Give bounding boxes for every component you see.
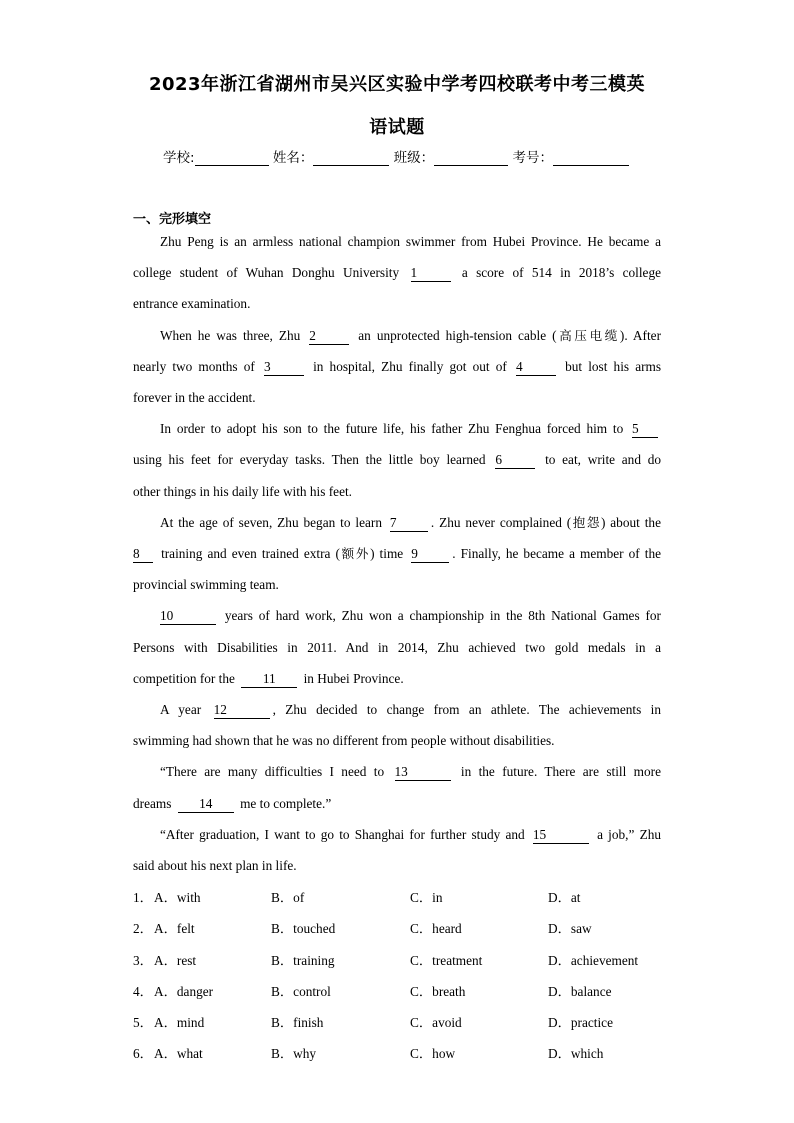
passage-line: college student of Wuhan Donghu University 1 a score of 514 in 2018’s college bbox=[133, 265, 662, 280]
option-b[interactable]: B．control bbox=[271, 984, 331, 999]
question-number: 4． bbox=[133, 984, 153, 999]
blank-14[interactable]: 14 bbox=[178, 796, 234, 813]
option-a[interactable]: A．felt bbox=[154, 921, 195, 936]
passage-line: A year 12 , Zhu decided to change from an athlete. The achievements in bbox=[160, 702, 661, 717]
blank-12[interactable]: 12 bbox=[214, 702, 270, 719]
passage-line: Zhu Peng is an armless national champion swimmer from Hubei Province. He became a bbox=[160, 234, 661, 249]
student-info-row bbox=[163, 146, 629, 166]
option-b[interactable]: B．of bbox=[271, 890, 305, 905]
blank-9[interactable]: 9 bbox=[411, 546, 449, 563]
passage-line: In order to adopt his son to the future life, his father Zhu Fenghua forced him to 5 bbox=[160, 419, 661, 439]
passage-line: 8 training and even trained extra (额外) time 9 . Finally, he became a member of the bbox=[133, 546, 662, 561]
name-label: 姓名： bbox=[272, 150, 314, 166]
option-a[interactable]: A．what bbox=[154, 1046, 203, 1061]
question-number: 2． bbox=[133, 921, 153, 936]
blank-2[interactable]: 2 bbox=[309, 328, 349, 345]
passage-line: other things in his daily life with his feet. bbox=[133, 484, 352, 499]
option-c[interactable]: C．heard bbox=[410, 921, 462, 936]
number-field[interactable] bbox=[553, 151, 629, 166]
section-heading: 一、完形填空 bbox=[133, 212, 212, 227]
passage-line: swimming had shown that he was no different from people without disabilities. bbox=[133, 733, 555, 748]
passage-line: said about his next plan in life. bbox=[133, 858, 297, 873]
option-b[interactable]: B．training bbox=[271, 953, 335, 968]
passage-line: using his feet for everyday tasks. Then the little boy learned 6 to eat, write and do bbox=[133, 452, 662, 467]
school-field[interactable] bbox=[195, 151, 269, 166]
option-d[interactable]: D．achievement bbox=[548, 953, 639, 968]
blank-3[interactable]: 3 bbox=[264, 359, 304, 376]
question-number: 5． bbox=[133, 1015, 153, 1030]
passage-line: At the age of seven, Zhu began to learn 7 . Zhu never complained (抱怨) about the bbox=[160, 515, 661, 530]
blank-4[interactable]: 4 bbox=[516, 359, 556, 376]
option-d[interactable]: D．practice bbox=[548, 1015, 613, 1030]
passage-line: Persons with Disabilities in 2011. And in 2014, Zhu achieved two gold medals in a bbox=[133, 640, 661, 655]
passage-line: provincial swimming team. bbox=[133, 577, 279, 592]
option-c[interactable]: C．avoid bbox=[410, 1015, 462, 1030]
passage-line: 10 years of hard work, Zhu won a championship in the 8th National Games for bbox=[160, 608, 661, 623]
option-d[interactable]: D．balance bbox=[548, 984, 612, 999]
name-field[interactable] bbox=[313, 151, 389, 166]
passage-line: When he was three, Zhu 2 an unprotected high-tension cable (高压电缆). After bbox=[160, 328, 661, 343]
option-a[interactable]: A．rest bbox=[154, 953, 197, 968]
option-b[interactable]: B．why bbox=[271, 1046, 317, 1061]
option-a[interactable]: A．danger bbox=[154, 984, 214, 999]
passage-line: “There are many difficulties I need to 13 in the future. There are still more bbox=[160, 764, 662, 779]
blank-10[interactable]: 10 bbox=[160, 608, 216, 625]
passage-line: nearly two months of 3 in hospital, Zhu finally got out of 4 but lost his arms bbox=[133, 359, 662, 374]
option-d[interactable]: D．which bbox=[548, 1046, 604, 1061]
exam-title-line-1: 2023年浙江省湖州市吴兴区实验中学考四校联考中考三模英 bbox=[148, 74, 646, 95]
option-d[interactable]: D．at bbox=[548, 890, 581, 905]
class-field[interactable] bbox=[434, 151, 508, 166]
school-label: 学校: bbox=[163, 150, 195, 166]
option-b[interactable]: B．touched bbox=[271, 921, 336, 936]
option-a[interactable]: A．mind bbox=[154, 1015, 205, 1030]
passage-line: “After graduation, I want to go to Shanghai for further study and 15 a job,” Zhu bbox=[160, 827, 662, 842]
passage-line: forever in the accident. bbox=[133, 390, 256, 405]
question-number: 3． bbox=[133, 953, 153, 968]
blank-7[interactable]: 7 bbox=[390, 515, 428, 532]
option-c[interactable]: C．how bbox=[410, 1046, 456, 1061]
blank-5[interactable]: 5 bbox=[632, 421, 658, 438]
passage-line: competition for the 11 in Hubei Province. bbox=[133, 671, 404, 686]
blank-15[interactable]: 15 bbox=[533, 827, 589, 844]
blank-1[interactable]: 1 bbox=[411, 265, 451, 282]
blank-11[interactable]: 11 bbox=[241, 671, 297, 688]
exam-title-line-2: 语试题 bbox=[369, 117, 425, 138]
number-label: 考号： bbox=[512, 150, 553, 166]
blank-13[interactable]: 13 bbox=[395, 764, 451, 781]
option-a[interactable]: A．with bbox=[154, 890, 201, 905]
passage-line: entrance examination. bbox=[133, 296, 251, 311]
question-number: 1． bbox=[133, 890, 153, 905]
blank-8[interactable]: 8 bbox=[133, 546, 153, 563]
option-c[interactable]: C．breath bbox=[410, 984, 466, 999]
option-b[interactable]: B．finish bbox=[271, 1015, 324, 1030]
option-c[interactable]: C．treatment bbox=[410, 953, 483, 968]
option-c[interactable]: C．in bbox=[410, 890, 443, 905]
option-d[interactable]: D．saw bbox=[548, 921, 592, 936]
question-number: 6． bbox=[133, 1046, 153, 1061]
blank-6[interactable]: 6 bbox=[495, 452, 535, 469]
passage-line: dreams 14 me to complete.” bbox=[133, 796, 332, 811]
class-label: 班级： bbox=[393, 150, 435, 166]
